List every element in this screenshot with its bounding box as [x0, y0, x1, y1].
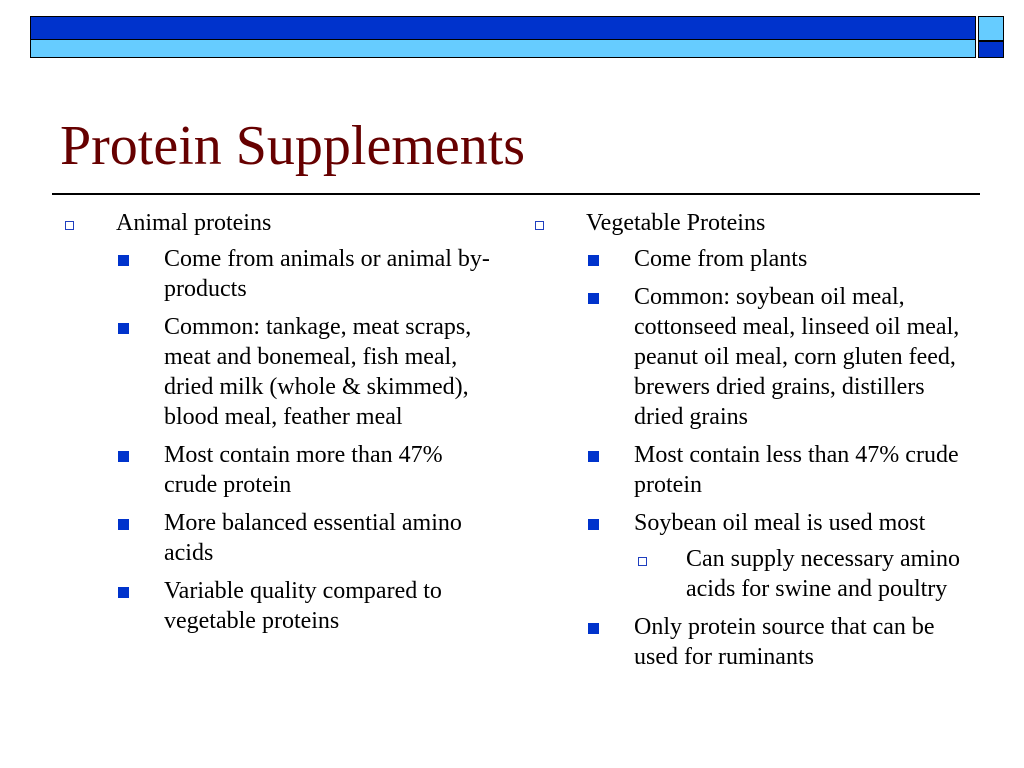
- list-item: More balanced essential amino acids: [116, 508, 500, 568]
- square-bullet-icon: [588, 255, 599, 266]
- banner-square-light: [978, 16, 1004, 41]
- banner-dark-band: [30, 16, 976, 40]
- vegetable-proteins-item: [530, 208, 970, 672]
- square-bullet-icon: [118, 255, 129, 266]
- square-bullet-icon: [588, 293, 599, 304]
- left-column: [60, 208, 500, 644]
- square-bullet-icon: [118, 323, 129, 334]
- slide-title: Protein Supplements: [60, 115, 526, 177]
- list-item: Most contain more than 47% crude protein: [116, 440, 500, 500]
- list-item: Common: soybean oil meal, cottonseed meal, linseed oil meal, peanut oil meal, corn gluten feed, brewers dried grains, distillers dried grains: [586, 282, 970, 432]
- square-bullet-icon: [118, 451, 129, 462]
- animal-proteins-heading: Animal proteins: [116, 210, 272, 236]
- banner-light-band: [30, 40, 976, 58]
- hollow-square-bullet-icon: [535, 221, 544, 230]
- sub-list-item: Can supply necessary amino acids for swine and poultry: [634, 544, 970, 604]
- hollow-square-bullet-icon: [65, 221, 74, 230]
- list-item: Come from plants: [586, 244, 970, 274]
- hollow-square-bullet-icon: [638, 557, 647, 566]
- title-rule: [52, 193, 980, 195]
- list-item: Common: tankage, meat scraps, meat and bonemeal, fish meal, dried milk (whole & skimmed), blood meal, feather meal: [116, 312, 500, 432]
- square-bullet-icon: [588, 519, 599, 530]
- square-bullet-icon: [588, 623, 599, 634]
- square-bullet-icon: [588, 451, 599, 462]
- list-item: Soybean oil meal is used most Can supply necessary amino acids for swine and poultry: [586, 508, 970, 604]
- banner-square-dark: [978, 41, 1004, 58]
- square-bullet-icon: [118, 587, 129, 598]
- list-item: Most contain less than 47% crude protein: [586, 440, 970, 500]
- vegetable-proteins-heading: Vegetable Proteins: [586, 210, 766, 236]
- list-item: Only protein source that can be used for ruminants: [586, 612, 970, 672]
- animal-proteins-item: [60, 208, 500, 636]
- header-banner: [30, 16, 1006, 58]
- square-bullet-icon: [118, 519, 129, 530]
- list-item: Come from animals or animal by-products: [116, 244, 500, 304]
- list-item: Variable quality compared to vegetable proteins: [116, 576, 500, 636]
- right-column: [530, 208, 970, 680]
